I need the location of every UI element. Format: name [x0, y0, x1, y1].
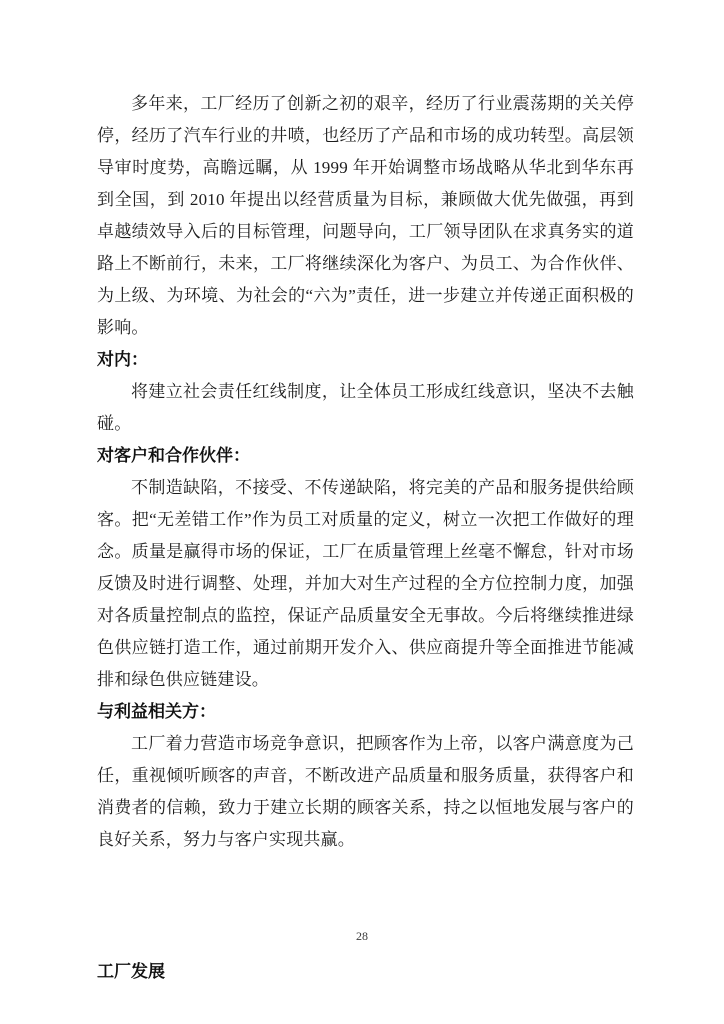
- paragraph-history: 多年来，工厂经历了创新之初的艰辛，经历了行业震荡期的关关停停，经历了汽车行业的井喷，也经历了产品和市场的成功转型。高层领导审时度势，高瞻远瞩，从 1999 年开始调整市场战略从华北到华东再到全国，到 2010 年提出以经营质量为目标，兼顾做大优先做强，再到卓越绩效导入后的目标管理，问题导向，工厂领导团队在求真务实的道路上不断前行，未来，工厂将继续深化为客户、为员工、为合作伙伴、为上级、为环境、为社会的“六为”责任，进一步建立并传递正面积极的影响。: [97, 94, 634, 337]
- section-heading-stakeholders: 与利益相关方：: [97, 702, 216, 721]
- paragraph-customer-relations: 工厂着力营造市场竞争意识，把顾客作为上帝，以客户满意度为己任，重视倾听顾客的声音，不断改进产品质量和服务质量，获得客户和消费者的信赖，致力于建立长期的顾客关系，持之以恒地发展与客户的良好关系，努力与客户实现共赢。: [97, 734, 634, 849]
- document-body: [97, 88, 634, 988]
- next-chapter-title-factory-development: 工厂发展: [97, 962, 165, 981]
- section-heading-customers-partners: 对客户和合作伙伴：: [97, 446, 250, 465]
- page-number: 28: [356, 929, 368, 943]
- section-heading-internal: 对内：: [97, 350, 148, 369]
- paragraph-quality-supply-chain: 不制造缺陷，不接受、不传递缺陷，将完美的产品和服务提供给顾客。把“无差错工作”作为员工对质量的定义，树立一次把工作做好的理念。质量是赢得市场的保证，工厂在质量管理上丝毫不懈怠，针对市场反馈及时进行调整、处理，并加大对生产过程的全方位控制力度，加强对各质量控制点的监控，保证产品质量安全无事故。今后将继续推进绿色供应链打造工作，通过前期开发介入、供应商提升等全面推进节能减排和绿色供应链建设。: [97, 478, 634, 689]
- paragraph-internal-redline: 将建立社会责任红线制度，让全体员工形成红线意识，坚决不去触碰。: [97, 382, 634, 433]
